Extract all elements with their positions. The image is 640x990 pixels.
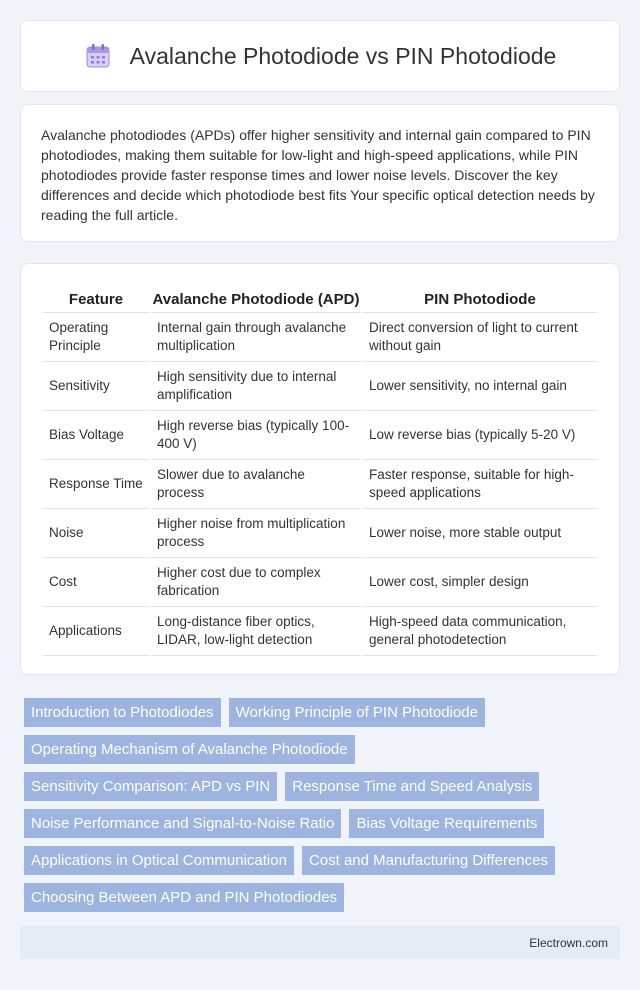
- table-row: [43, 558, 597, 607]
- table-row: [43, 411, 597, 460]
- pin-cell: Lower noise, more stable output: [363, 509, 597, 558]
- tag-introduction[interactable]: Introduction to Photodiodes: [24, 698, 221, 727]
- tag-row: [24, 735, 620, 764]
- table-row: [43, 509, 597, 558]
- intro-text: Avalanche photodiodes (APDs) offer higher sensitivity and internal gain compared to PIN photodiodes, making them suitable for low-light and high-speed applications, while PIN photodiodes provide faster response times and lower noise levels. Discover the key differences and decide which photodiode best fits Your specific optical detection needs by reading the full article.: [41, 127, 595, 223]
- tag-bias-voltage[interactable]: Bias Voltage Requirements: [349, 809, 544, 838]
- topic-tags: [24, 698, 620, 920]
- tag-row: [24, 809, 620, 838]
- feature-cell: Noise: [43, 509, 149, 558]
- tag-response-time[interactable]: Response Time and Speed Analysis: [285, 772, 539, 801]
- table-header-row: [43, 286, 597, 313]
- pin-cell: Lower sensitivity, no internal gain: [363, 362, 597, 411]
- tag-row: [24, 846, 620, 875]
- tag-row: [24, 698, 620, 727]
- pin-cell: High-speed data communication, general photodetection: [363, 607, 597, 656]
- pin-cell: Faster response, suitable for high-speed applications: [363, 460, 597, 509]
- feature-cell: Sensitivity: [43, 362, 149, 411]
- apd-cell: Slower due to avalanche process: [151, 460, 361, 509]
- tag-choosing[interactable]: Choosing Between APD and PIN Photodiodes: [24, 883, 344, 912]
- tag-cost[interactable]: Cost and Manufacturing Differences: [302, 846, 555, 875]
- feature-cell: Bias Voltage: [43, 411, 149, 460]
- tag-row: [24, 772, 620, 801]
- calendar-icon: [84, 42, 112, 70]
- apd-cell: Higher noise from multiplication process: [151, 509, 361, 558]
- apd-cell: High reverse bias (typically 100-400 V): [151, 411, 361, 460]
- tag-row: [24, 883, 620, 912]
- apd-cell: Internal gain through avalanche multiplication: [151, 313, 361, 362]
- pin-cell: Lower cost, simpler design: [363, 558, 597, 607]
- header-pin: PIN Photodiode: [363, 286, 597, 313]
- page-title: Avalanche Photodiode vs PIN Photodiode: [129, 42, 557, 69]
- table-row: [43, 460, 597, 509]
- header-apd: Avalanche Photodiode (APD): [151, 286, 361, 313]
- header-feature: Feature: [43, 286, 149, 313]
- apd-cell: Long-distance fiber optics, LIDAR, low-light detection: [151, 607, 361, 656]
- feature-cell: Response Time: [43, 460, 149, 509]
- feature-cell: Applications: [43, 607, 149, 656]
- footer: [20, 926, 620, 959]
- apd-cell: Higher cost due to complex fabrication: [151, 558, 361, 607]
- table-row: [43, 607, 597, 656]
- comparison-table: [41, 286, 599, 656]
- tag-apd-mechanism[interactable]: Operating Mechanism of Avalanche Photodiode: [24, 735, 355, 764]
- apd-cell: High sensitivity due to internal amplification: [151, 362, 361, 411]
- pin-cell: Low reverse bias (typically 5-20 V): [363, 411, 597, 460]
- feature-cell: Operating Principle: [43, 313, 149, 362]
- pin-cell: Direct conversion of light to current without gain: [363, 313, 597, 362]
- tag-sensitivity[interactable]: Sensitivity Comparison: APD vs PIN: [24, 772, 277, 801]
- header-card: [20, 20, 620, 92]
- intro-card: [20, 104, 620, 242]
- comparison-table-card: [20, 263, 620, 675]
- footer-brand[interactable]: Electrown.com: [529, 935, 608, 950]
- tag-applications[interactable]: Applications in Optical Communication: [24, 846, 294, 875]
- table-row: [43, 313, 597, 362]
- tag-noise[interactable]: Noise Performance and Signal-to-Noise Ratio: [24, 809, 341, 838]
- feature-cell: Cost: [43, 558, 149, 607]
- table-row: [43, 362, 597, 411]
- tag-pin-working-principle[interactable]: Working Principle of PIN Photodiode: [229, 698, 485, 727]
